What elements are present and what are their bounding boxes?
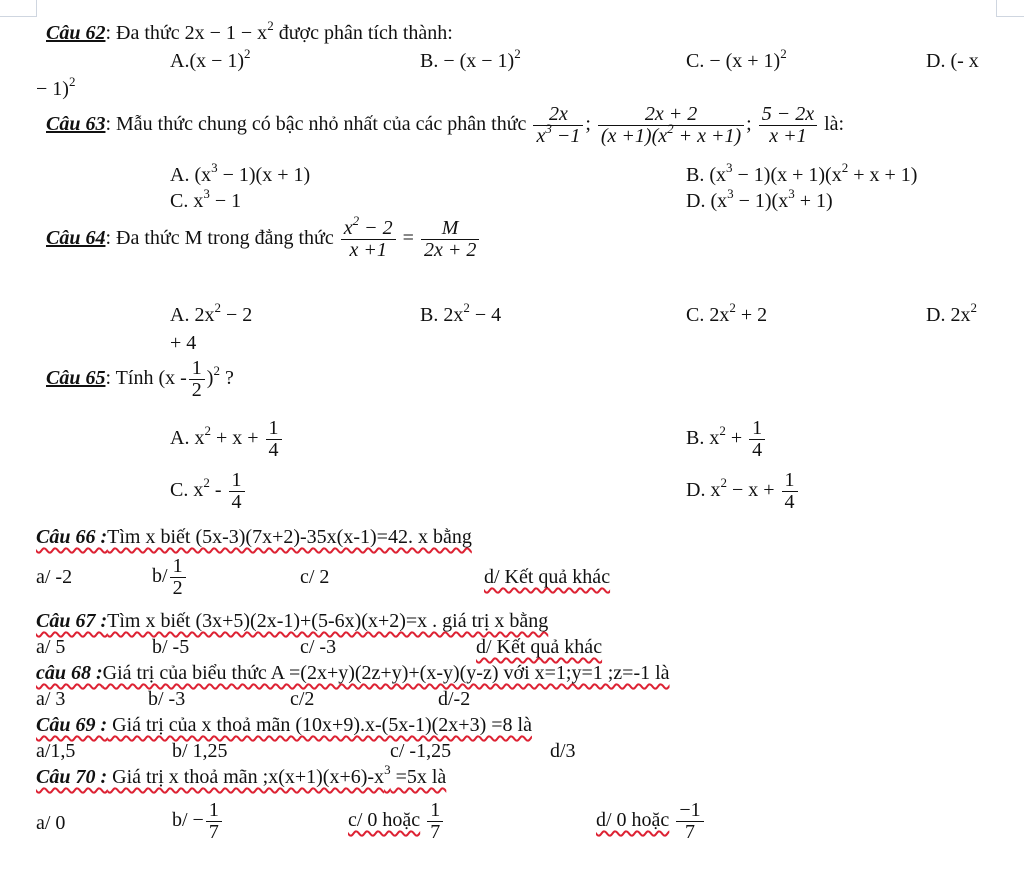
math-text: + [725,427,743,450]
math-text: 2 [191,379,202,401]
q64-option-d-cont [170,332,196,354]
fraction [170,556,186,599]
question-69-label: Câu 69 : [36,714,108,736]
page-corner-top-left [0,0,37,17]
math-text: + x + [210,427,259,450]
fraction [189,358,205,401]
math-text: x [536,125,546,147]
q67-option-c[interactable]: c/ -3 [300,636,337,658]
question-62 [46,18,453,44]
question-65-label: Câu 65 [46,367,106,390]
math-text: 4 [268,439,279,461]
q66-option-b[interactable] [152,556,188,599]
question-70-text: Giá trị x thoả mãn ;x(x+1)(x+6)-x [107,766,385,788]
math-text: ) [206,367,214,390]
q63-option-a[interactable] [170,160,311,186]
superscript: 3 [384,762,391,777]
superscript: 2 [203,475,210,491]
q64-option-c[interactable] [686,300,768,326]
superscript: 2 [352,213,360,228]
superscript: 2 [720,475,727,491]
question-65 [46,358,234,401]
math-text: b/ [152,565,168,588]
math-text: − 2 [220,304,253,326]
math-text: x [343,217,353,239]
superscript: 3 [727,186,734,201]
superscript: 3 [726,160,733,175]
math-text: C. x [170,190,204,212]
question-67 [36,610,548,632]
math-text: + x +1) [673,125,742,147]
math-text: ; [746,113,752,136]
math-text: 2x [533,104,583,126]
math-text: + x + 1) [848,164,918,186]
math-text: 1 [170,556,186,578]
q68-option-d[interactable]: d/-2 [438,688,471,710]
math-text: B. − (x − 1) [420,50,515,72]
math-text: D. (x [686,190,728,212]
math-text: 1 [189,358,205,380]
superscript: 3 [788,186,795,201]
superscript: 3 [211,160,218,175]
math-text: − x + [726,479,775,502]
superscript: 2 [214,300,221,315]
math-text: 1 [749,418,765,440]
math-text: A.(x − 1) [170,50,245,72]
question-68-text: Giá trị của biểu thức A =(2x+y)(2z+y)+(x-y)(y-z) với x=1;y=1 ;z=-1 là [102,662,670,684]
superscript: 2 [244,46,251,61]
question-63 [46,104,844,147]
question-63-text: : Mẫu thức chung có bậc nhỏ nhất của các phân thức [105,113,527,136]
math-text: ; [585,113,591,136]
math-text: 7 [208,821,219,843]
q69-option-a[interactable]: a/1,5 [36,740,76,762]
math-text: C. 2x [686,304,730,326]
q64-option-d[interactable] [926,300,977,326]
superscript: 2 [267,18,274,33]
math-text: x +1 [349,239,387,261]
math-text: ? [219,367,234,390]
question-66-text: Tìm x biết (5x-3)(7x+2)-35x(x-1)=42. x bằng [107,526,472,548]
math-text: d/ Kết quả khác [476,636,603,658]
math-text: A. 2x [170,304,215,326]
math-text: 4 [784,491,795,513]
math-text: 5 − 2x [759,104,817,126]
math-text [533,121,583,147]
superscript: 2 [204,423,211,439]
math-text: − 4 [469,304,502,326]
superscript: 2 [68,74,76,89]
math-text: - [209,479,222,502]
math-text: M [421,218,479,240]
math-text: A. x [170,427,205,450]
question-63-label: Câu 63 [46,113,106,136]
question-64-label: Câu 64 [46,227,106,250]
math-text: =5x là [390,766,447,788]
question-64 [46,213,481,261]
fraction [229,470,245,513]
q65-option-a[interactable] [170,418,284,461]
q70-option-b[interactable] [172,800,224,843]
math-text: 1 [427,800,443,822]
math-text: B. 2x [420,304,464,326]
question-68-label: câu 68 : [36,662,103,684]
math-text: b/ − [172,809,204,832]
q63-option-c[interactable] [170,186,242,212]
math-text: x +1 [769,125,807,147]
q62-option-d-cont [36,74,76,100]
math-text: d/ 0 hoặc [596,809,670,832]
math-text: (x +1)(x [600,125,668,147]
math-text: C. x [170,479,204,502]
fraction [759,104,817,147]
question-62-expr: 2x − 1 − x [184,22,268,44]
question-68 [36,662,670,684]
fraction [782,470,798,513]
q67-option-d[interactable] [476,636,602,658]
math-text: −1 [676,800,703,822]
question-67-label: Câu 67 : [36,610,108,632]
q62-option-c[interactable] [686,46,787,72]
fraction [598,104,744,147]
q66-option-c[interactable]: c/ 2 [300,566,330,588]
q64-option-b[interactable] [420,300,502,326]
math-text: 1 [266,418,282,440]
fraction [421,218,479,261]
q65-option-d[interactable] [686,470,800,513]
superscript: 2 [213,363,220,379]
q67-option-a[interactable]: a/ 5 [36,636,66,658]
math-text: (x - [158,367,187,390]
math-text: 7 [684,821,695,843]
question-69 [36,714,532,736]
superscript: 2 [841,160,849,175]
superscript: 2 [719,423,726,439]
math-text [107,762,447,788]
q64-option-a[interactable] [170,300,253,326]
q70-option-c[interactable] [348,800,445,843]
superscript: 3 [203,186,210,201]
fraction [533,104,583,147]
math-text: −1 [551,125,581,147]
math-text: − 1)(x + 1)(x [732,164,842,186]
fraction [341,213,396,261]
superscript: 2 [463,300,470,315]
q70-option-d[interactable] [596,800,706,843]
question-67-text: Tìm x biết (3x+5)(2x-1)+(5-6x)(x+2)=x . giá trị x bằng [107,610,549,632]
question-62-text: : Đa thức [105,22,185,44]
superscript: 2 [514,46,521,61]
math-text [598,121,744,147]
math-text: + 4 [170,332,197,354]
superscript: 2 [667,121,674,136]
q62-option-d[interactable] [926,50,979,72]
math-text: 1 [229,470,245,492]
superscript: 2 [970,300,977,315]
math-text: − 2 [359,217,393,239]
question-62-text2: được phân tích thành: [273,22,453,44]
equals-sign: = [402,227,414,250]
question-62-label: Câu 62 [46,22,106,44]
q68-option-b[interactable]: b/ -3 [148,688,186,710]
question-66 [36,526,472,548]
q69-option-d[interactable]: d/3 [550,740,576,762]
math-text: 4 [752,439,763,461]
q67-option-b[interactable]: b/ -5 [152,636,190,658]
math-text: 2x + 2 [423,239,477,261]
math-text: c/ 0 hoặc [348,809,421,832]
q69-option-b[interactable]: b/ 1,25 [172,740,228,762]
math-text: A. (x [170,164,212,186]
math-text: 1 [782,470,798,492]
q70-option-a[interactable]: a/ 0 [36,812,66,834]
fraction [266,418,282,461]
q65-option-b[interactable] [686,418,767,461]
fraction [749,418,765,461]
math-text: D. 2x [926,304,971,326]
question-63-end: là: [824,113,845,136]
fraction [676,800,703,843]
math-text: 2 [172,577,183,599]
math-text: 7 [430,821,441,843]
q65-option-c[interactable] [170,470,247,513]
q63-option-d[interactable] [686,186,833,212]
math-text: B. x [686,427,720,450]
question-69-text: Giá trị của x thoả mãn (10x+9).x-(5x-1)(2x+3) =8 là [107,714,532,736]
q63-option-b[interactable] [686,160,918,186]
math-text: − 1)(x + 1) [217,164,311,186]
question-64-text: : Đa thức M trong đẳng thức [105,227,334,250]
question-70-label: Câu 70 : [36,766,108,788]
math-text: 1 [206,800,222,822]
q68-option-a[interactable]: a/ 3 [36,688,66,710]
question-70 [36,762,447,788]
math-text: D. x [686,479,721,502]
q68-option-c[interactable]: c/2 [290,688,315,710]
superscript: 3 [545,121,552,136]
page-corner-top-right [996,0,1024,17]
math-text: D. (- x [926,50,979,72]
q69-option-c[interactable]: c/ -1,25 [390,740,452,762]
fraction [206,800,222,843]
math-text: C. − (x + 1) [686,50,781,72]
math-text: + 1) [794,190,833,212]
q62-option-b[interactable] [420,46,521,72]
math-text: − 1)(x [733,190,789,212]
question-65-text: : Tính [105,367,154,390]
math-text: 2x + 2 [598,104,744,126]
superscript: 2 [729,300,736,315]
math-text: B. (x [686,164,726,186]
q62-option-a[interactable] [170,46,251,72]
math-text: − 1 [209,190,242,212]
q66-option-a[interactable]: a/ -2 [36,566,73,588]
math-text: − 1) [36,78,69,100]
math-text: + 2 [735,304,768,326]
q66-option-d[interactable] [484,566,610,588]
math-text: 4 [231,491,242,513]
math-text [341,213,396,240]
superscript: 2 [780,46,787,61]
math-text: d/ Kết quả khác [484,566,611,588]
question-66-label: Câu 66 : [36,526,108,548]
fraction [427,800,443,843]
